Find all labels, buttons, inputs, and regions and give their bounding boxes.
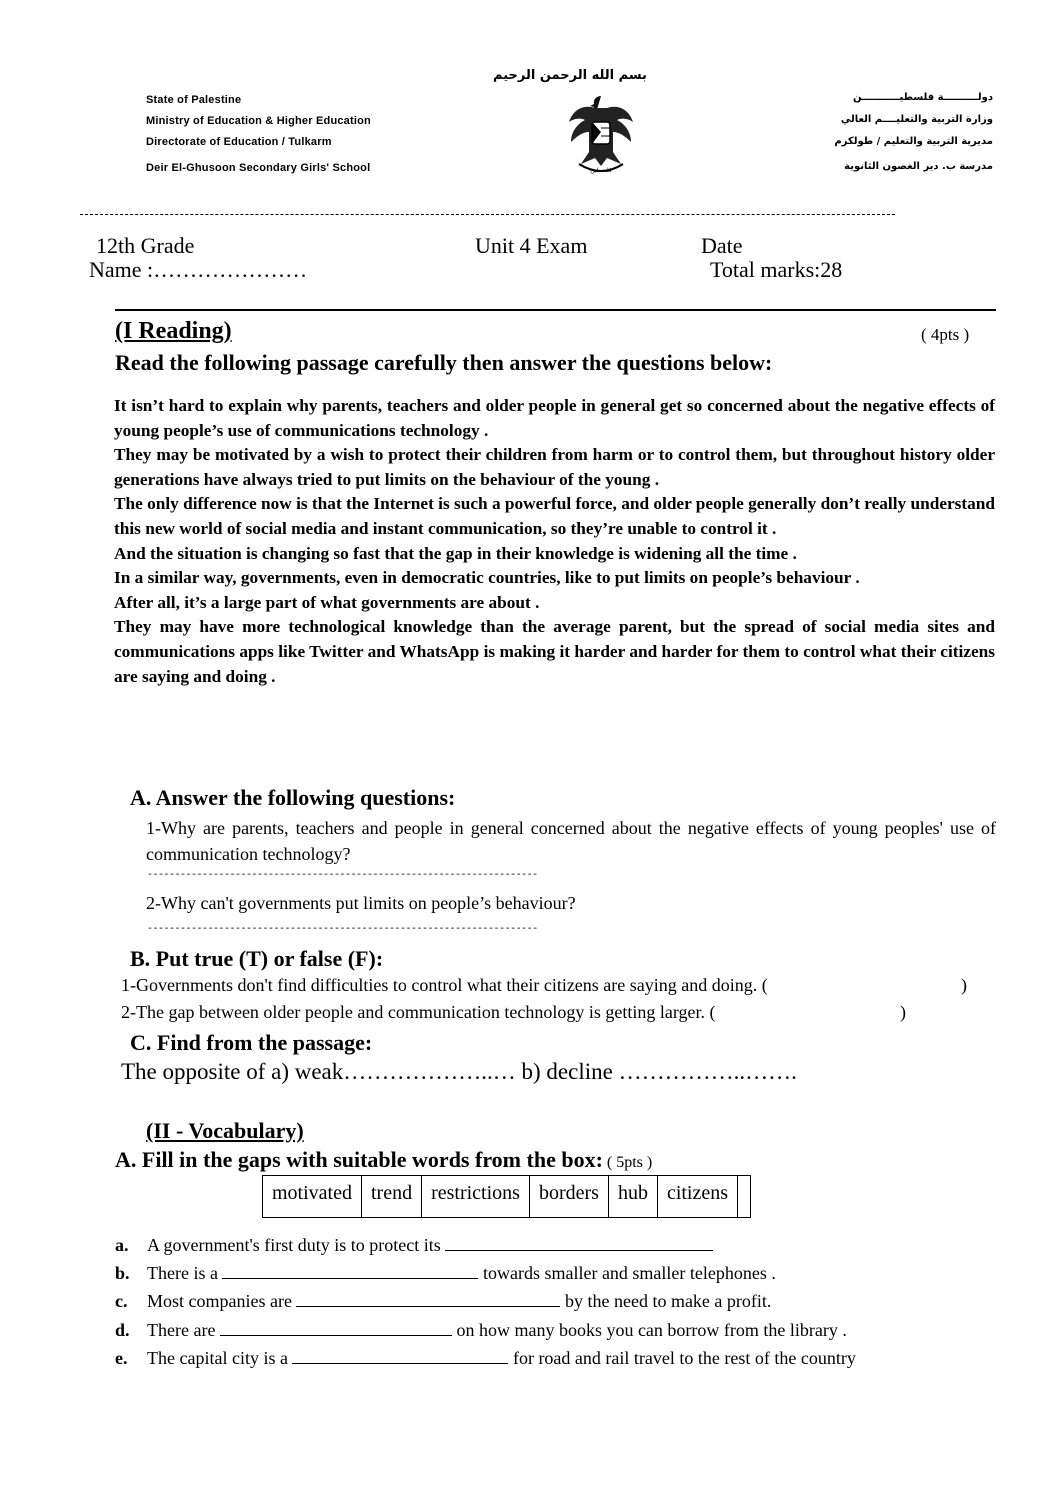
vocab-blank[interactable] bbox=[296, 1292, 560, 1307]
vocab-text-before: There are bbox=[147, 1320, 216, 1340]
word-box-item: motivated bbox=[263, 1176, 362, 1218]
passage-paragraph: They may have more technological knowledge than the average parent, but the spread of social media sites and communications apps like Twitter and WhatsApp is making it harder and harder for them to control what their citizens are saying and doing . bbox=[114, 617, 995, 686]
word-box-item: borders bbox=[529, 1176, 608, 1218]
vocab-blank[interactable] bbox=[445, 1236, 713, 1251]
header-left-line: Deir El-Ghusoon Secondary Girls' School bbox=[146, 162, 371, 174]
statement-2: 2-The gap between older people and communication technology is getting larger. ( bbox=[121, 1002, 716, 1022]
vocab-sentence-c bbox=[115, 1291, 771, 1312]
vocab-text-before: A government's first duty is to protect its bbox=[147, 1235, 441, 1255]
vocab-label: d. bbox=[115, 1320, 130, 1340]
word-box bbox=[262, 1175, 751, 1218]
vocab-sentence-b bbox=[115, 1263, 776, 1284]
section-b-title: B. Put true (T) or false (F): bbox=[130, 946, 384, 971]
vocab-blank[interactable] bbox=[222, 1264, 478, 1279]
reading-points: ( 4pts ) bbox=[921, 325, 970, 344]
date-label: Date bbox=[701, 233, 743, 258]
vocab-text-after: by the need to make a profit. bbox=[564, 1291, 772, 1311]
reading-instruction: Read the following passage carefully then answer the questions below: bbox=[115, 350, 773, 375]
find-from-passage-line[interactable]: The opposite of a) weak………………..… b) decline ……………..……. bbox=[121, 1059, 797, 1084]
word-box-empty-cell bbox=[738, 1176, 751, 1218]
statement-1-answer-close[interactable]: ) bbox=[961, 975, 967, 995]
total-marks: Total marks:28 bbox=[710, 257, 843, 282]
vocab-text-after: on how many books you can borrow from the library . bbox=[456, 1320, 847, 1340]
vocabulary-points: ( 5pts ) bbox=[606, 1154, 653, 1171]
word-box-item: trend bbox=[361, 1176, 421, 1218]
question-2: 2-Why can't governments put limits on people’s behaviour? bbox=[146, 893, 576, 913]
header-left-line: Directorate of Education / Tulkarm bbox=[146, 136, 332, 148]
answer-line-1[interactable]: ----------------------------------------------------------------------- bbox=[147, 870, 538, 881]
reading-title: (I Reading) bbox=[115, 318, 232, 344]
vocabulary-instruction-row bbox=[115, 1147, 652, 1173]
vocab-label: b. bbox=[115, 1263, 130, 1283]
passage-paragraph: They may be motivated by a wish to protect their children from harm or to control them, but throughout history older generations have always tried to put limits on the behaviour of the young . bbox=[114, 445, 995, 489]
statement-1: 1-Governments don't find difficulties to control what their citizens are saying and doing. ( bbox=[121, 975, 768, 995]
passage-paragraph: The only difference now is that the Internet is such a powerful force, and older people generally don’t really understand this new world of social media and instant communication, so they’re unable to control it . bbox=[114, 494, 996, 538]
vocabulary-instruction: A. Fill in the gaps with suitable words from the box: bbox=[115, 1147, 603, 1172]
name-field[interactable]: Name :………………… bbox=[89, 257, 308, 282]
section-c-title: C. Find from the passage: bbox=[130, 1030, 373, 1055]
header-right-line: وزارة التربية والتعليــــم العالي bbox=[840, 114, 993, 125]
vocab-sentence-a bbox=[115, 1235, 713, 1256]
header-left-line: State of Palestine bbox=[146, 94, 242, 106]
passage-paragraph: After all, it’s a large part of what governments are about . bbox=[114, 592, 540, 612]
word-box-item: hub bbox=[608, 1176, 657, 1218]
header-left-line: Ministry of Education & Higher Education bbox=[146, 115, 371, 127]
vocab-label: c. bbox=[115, 1291, 128, 1311]
word-box-item: restrictions bbox=[422, 1176, 530, 1218]
vocabulary-title: (II - Vocabulary) bbox=[146, 1118, 304, 1143]
grade-label: 12th Grade bbox=[96, 233, 195, 258]
reading-passage bbox=[114, 394, 995, 689]
section-a-title: A. Answer the following questions: bbox=[130, 785, 456, 810]
passage-paragraph: It isn’t hard to explain why parents, teachers and older people in general get so concerned about the negative effects of young people’s use of communications technology . bbox=[114, 396, 995, 440]
answer-line-2[interactable]: ----------------------------------------------------------------------- bbox=[147, 924, 538, 935]
vocab-sentence-e bbox=[115, 1348, 856, 1369]
header-separator bbox=[80, 214, 895, 215]
header-right-line: مدرسة ب. دير الغصون الثانوية bbox=[844, 161, 993, 172]
header-right-line: مديرية التربية والتعليم / طولكرم bbox=[834, 136, 993, 147]
vocab-sentence-d bbox=[115, 1320, 847, 1341]
vocab-blank[interactable] bbox=[292, 1349, 508, 1364]
svg-text:فلسطين: فلسطين bbox=[590, 167, 612, 174]
vocab-text-after: towards smaller and smaller telephones . bbox=[482, 1263, 776, 1283]
unit-label: Unit 4 Exam bbox=[475, 233, 588, 258]
vocab-text-before: Most companies are bbox=[147, 1291, 292, 1311]
passage-paragraph: And the situation is changing so fast that the gap in their knowledge is widening all the time . bbox=[114, 543, 797, 563]
vocab-text-after: for road and rail travel to the rest of the country bbox=[512, 1348, 856, 1368]
question-1: 1-Why are parents, teachers and people in general concerned about the negative effects of young peoples' use of communication technology? bbox=[146, 818, 996, 864]
passage-paragraph: In a similar way, governments, even in democratic countries, like to put limits on people’s behaviour . bbox=[114, 568, 860, 588]
basmala: بسم الله الرحمن الرحيم bbox=[493, 68, 647, 83]
vocab-label: e. bbox=[115, 1348, 128, 1368]
vocab-label: a. bbox=[115, 1235, 129, 1255]
statement-2-answer-close[interactable]: ) bbox=[900, 1002, 906, 1022]
vocab-text-before: There is a bbox=[147, 1263, 218, 1283]
vocab-text-before: The capital city is a bbox=[147, 1348, 288, 1368]
divider-line bbox=[115, 309, 996, 311]
palestine-eagle-emblem-icon bbox=[565, 92, 637, 176]
word-box-item: citizens bbox=[657, 1176, 737, 1218]
header-right-line: دولــــــــــة فلسطيـــــــــــن bbox=[852, 92, 993, 103]
vocab-blank[interactable] bbox=[220, 1321, 452, 1336]
